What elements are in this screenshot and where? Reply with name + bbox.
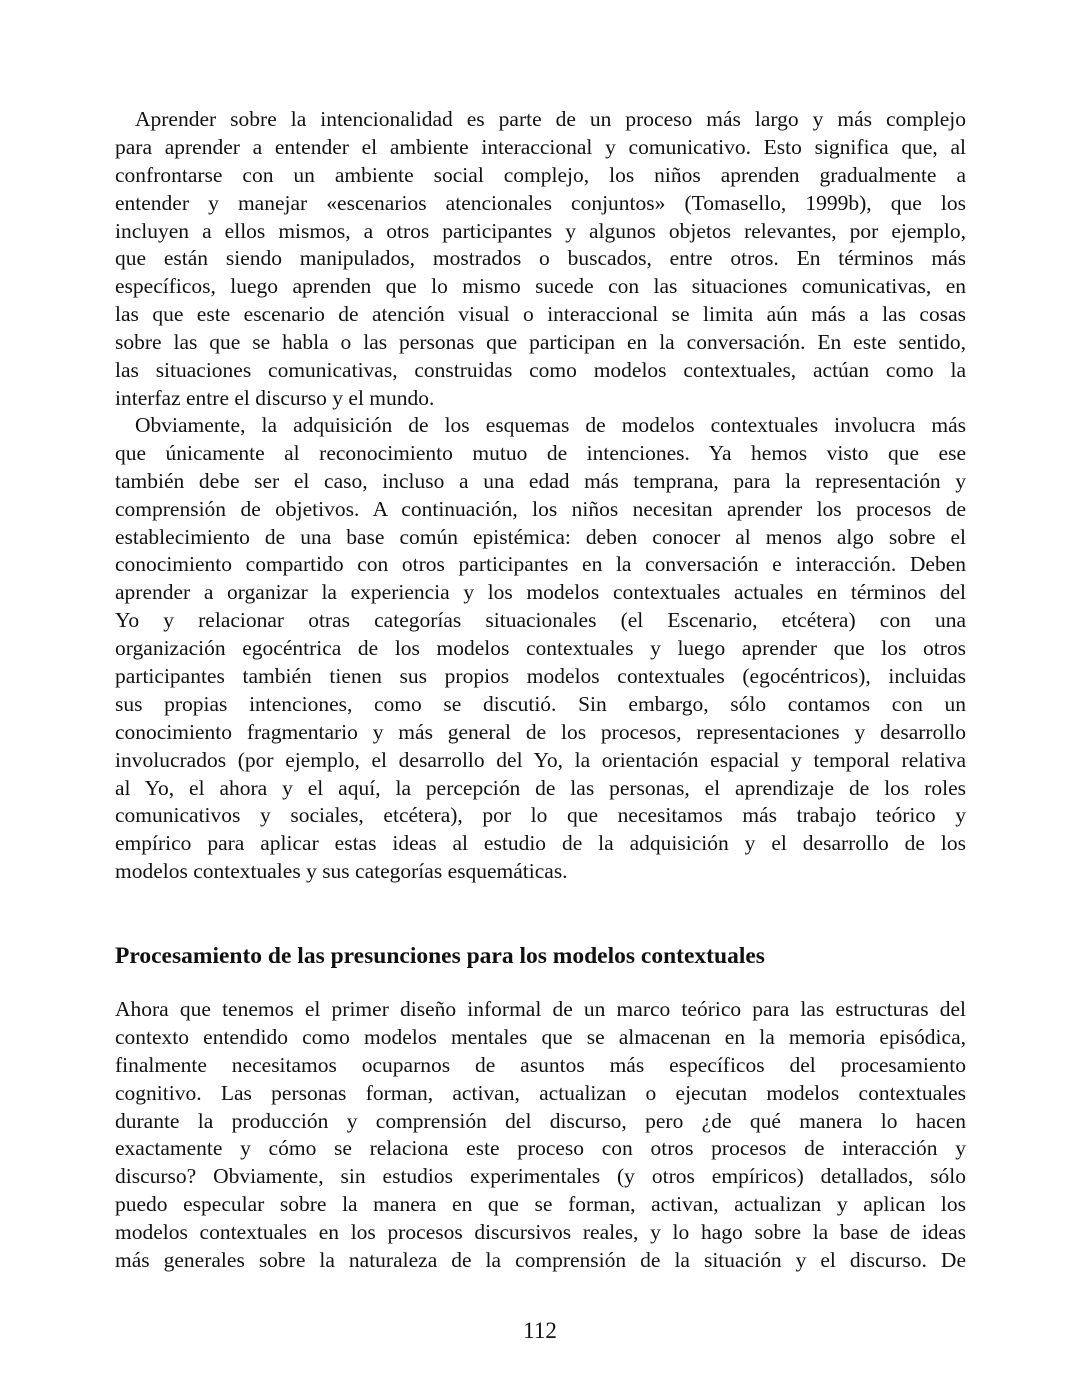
text-line: establecimiento de una base común epistémica: deben conocer al menos algo sobre el — [115, 524, 966, 549]
text-line: también debe ser el caso, incluso a una edad más temprana, para la representación y — [115, 468, 966, 493]
text-line: modelos contextuales en los procesos discursivos reales, y lo hago sobre la base de ideas — [115, 1220, 966, 1245]
text-line: sobre las que se habla o las personas que participan en la conversación. En este sentido, — [115, 330, 966, 355]
text-line: durante la producción y comprensión del discurso, pero ¿de qué manera lo hacen — [115, 1108, 966, 1133]
paragraph-acquisition — [115, 412, 966, 886]
text-line: organización egocéntrica de los modelos contextuales y luego aprender que los otros — [115, 636, 966, 661]
text-line: sus propias intenciones, como se discutió. Sin embargo, sólo contamos con un — [115, 691, 966, 716]
text-line: comprensión de objetivos. A continuación, los niños necesitan aprender los procesos de — [115, 496, 966, 521]
text-line: entender y manejar «escenarios atencionales conjuntos» (Tomasello, 1999b), que los — [115, 190, 966, 215]
text-line: comunicativos y sociales, etcétera), por lo que necesitamos más trabajo teórico y — [115, 803, 966, 828]
paragraph-processing — [115, 996, 966, 1275]
text-line: puedo especular sobre la manera en que se forman, activan, actualizan y aplican los — [115, 1192, 966, 1217]
text-line: modelos contextuales y sus categorías esquemáticas. — [115, 859, 568, 884]
text-line: contexto entendido como modelos mentales que se almacenan en la memoria episódica, — [115, 1024, 966, 1049]
text-line: confrontarse con un ambiente social complejo, los niños aprenden gradualmente a — [115, 162, 966, 187]
text-line: que únicamente al reconocimiento mutuo de intenciones. Ya hemos visto que ese — [115, 440, 966, 465]
text-line: Obviamente, la adquisición de los esquemas de modelos contextuales involucra más — [135, 413, 966, 437]
text-line: interfaz entre el discurso y el mundo. — [115, 385, 435, 410]
text-line: participantes también tienen sus propios modelos contextuales (egocéntricos), incluidas — [115, 664, 966, 689]
page-number: 112 — [523, 1318, 557, 1343]
text-line: para aprender a entender el ambiente interaccional y comunicativo. Esto significa que, al — [115, 134, 966, 159]
text-line: conocimiento fragmentario y más general de los procesos, representaciones y desarrollo — [115, 719, 966, 744]
text-line: aprender a organizar la experiencia y los modelos contextuales actuales en términos del — [115, 580, 966, 605]
text-line: Yo y relacionar otras categorías situacionales (el Escenario, etcétera) con una — [115, 608, 966, 633]
text-line: más generales sobre la naturaleza de la comprensión de la situación y el discurso. De — [115, 1248, 966, 1273]
text-line: empírico para aplicar estas ideas al estudio de la adquisición y el desarrollo de los — [115, 831, 966, 856]
paragraph-intentionality — [115, 106, 966, 413]
text-line: exactamente y cómo se relaciona este proceso con otros procesos de interacción y — [115, 1136, 966, 1161]
text-line: específicos, luego aprenden que lo mismo sucede con las situaciones comunicativas, en — [115, 274, 966, 299]
text-line: involucrados (por ejemplo, el desarrollo del Yo, la orientación espacial y temporal relativa — [115, 747, 966, 772]
text-line: al Yo, el ahora y el aquí, la percepción de las personas, el aprendizaje de los roles — [115, 775, 966, 800]
text-line: Ahora que tenemos el primer diseño informal de un marco teórico para las estructuras del — [115, 997, 966, 1021]
text-line: discurso? Obviamente, sin estudios experimentales (y otros empíricos) detallados, sólo — [115, 1164, 966, 1189]
text-line: las situaciones comunicativas, construidas como modelos contextuales, actúan como la — [115, 358, 966, 383]
text-line: las que este escenario de atención visual o interaccional se limita aún más a las cosas — [115, 302, 966, 327]
text-line: conocimiento compartido con otros participantes en la conversación e interacción. Deben — [115, 552, 966, 577]
text-line: que están siendo manipulados, mostrados o buscados, entre otros. En términos más — [115, 246, 966, 271]
text-line: finalmente necesitamos ocuparnos de asuntos más específicos del procesamiento — [115, 1052, 966, 1077]
section-heading: Procesamiento de las presunciones para los modelos contextuales — [115, 943, 765, 969]
text-line: incluyen a ellos mismos, a otros participantes y algunos objetos relevantes, por ejemplo, — [115, 218, 966, 243]
text-line: Aprender sobre la intencionalidad es parte de un proceso más largo y más complejo — [135, 107, 966, 131]
text-line: cognitivo. Las personas forman, activan, actualizan o ejecutan modelos contextuales — [115, 1080, 966, 1105]
